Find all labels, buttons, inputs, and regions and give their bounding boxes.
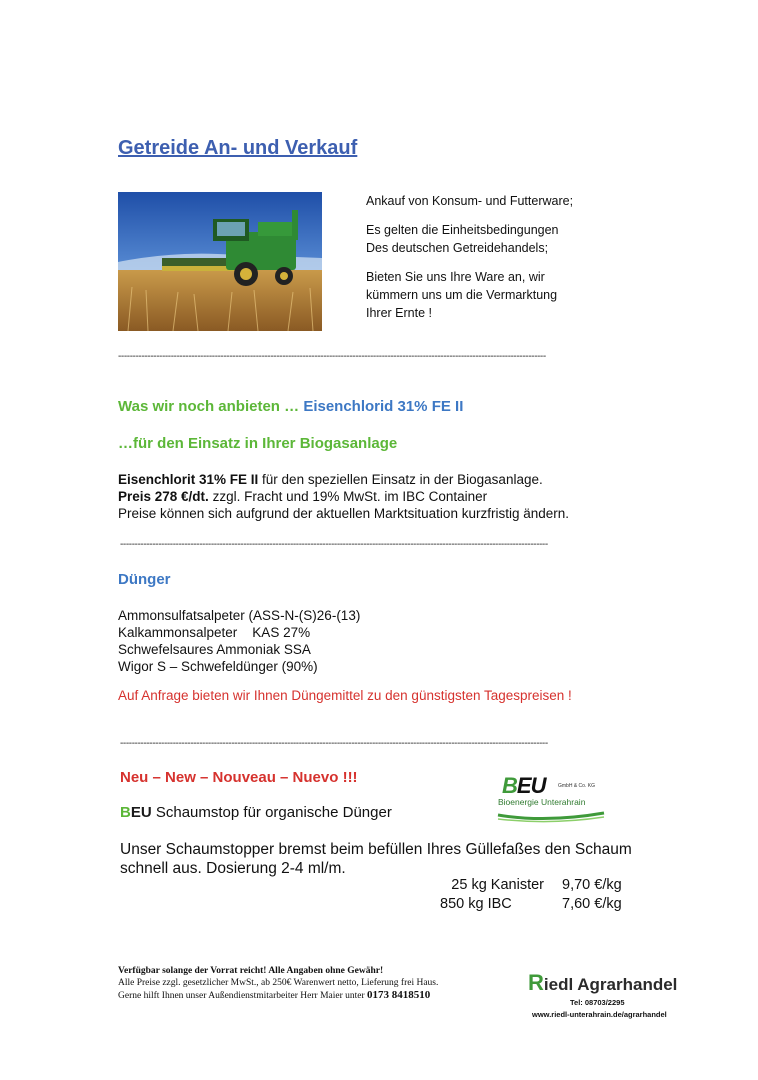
fertilizer-item: Kalkammonsalpeter KAS 27% xyxy=(118,625,311,640)
brand-b: B xyxy=(120,804,131,821)
offer-subheading: …für den Einsatz in Ihrer Biogasanlage xyxy=(118,435,398,452)
beu-logo-suffix: GmbH & Co. KG xyxy=(558,783,595,789)
footer-line: Alle Preise zzgl. gesetzlicher MwSt., ab 250€ Warenwert netto, Lieferung frei Haus. xyxy=(118,978,439,988)
price-desc: zzgl. Fracht und 19% MwSt. im IBC Container xyxy=(208,489,488,504)
offer-heading-blue: Eisenchlorid 31% FE II xyxy=(303,398,464,415)
offer-details xyxy=(118,471,569,522)
combine-harvester-photo xyxy=(118,192,322,331)
footer-text xyxy=(118,965,498,1002)
price-note: Preise können sich aufgrund der aktuellen Marktsituation kurzfristig ändern. xyxy=(118,506,569,521)
company-web: www.riedl-unterahrain.de/agrarhandel xyxy=(532,1010,667,1019)
footer-contact-text: Gerne hilft Ihnen unser Außendienstmitarbeiter Herr Maier unter xyxy=(118,991,368,1001)
company-name xyxy=(528,970,688,996)
new-product-description xyxy=(120,840,632,878)
divider: -------------------------------------------------------------------------------------------------------------------------------------------------- xyxy=(120,539,548,550)
new-product-name xyxy=(120,804,392,821)
beu-logo-tagline: Bioenergie Unterahrain xyxy=(498,797,586,807)
product-line xyxy=(118,471,569,488)
company-name-r: R xyxy=(528,970,544,995)
fertilizer-heading: Dünger xyxy=(118,571,171,588)
price-amount: 7,60 €/kg xyxy=(562,896,622,912)
price-row xyxy=(440,895,640,914)
intro-line: Bieten Sie uns Ihre Ware an, wir xyxy=(366,270,545,284)
intro-line: Es gelten die Einheitsbedingungen xyxy=(366,223,559,237)
price-row xyxy=(440,876,640,895)
intro-line: Ankauf von Konsum- und Futterware; xyxy=(366,194,574,208)
fertilizer-offer-note: Auf Anfrage bieten wir Ihnen Düngemittel zu den günstigsten Tagespreisen ! xyxy=(118,688,572,703)
footer-line: Verfügbar solange der Vorrat reicht! Alle Angaben ohne Gewähr! xyxy=(118,966,384,976)
new-product-heading: Neu – New – Nouveau – Nuevo !!! xyxy=(120,769,358,786)
footer-line xyxy=(118,989,498,1002)
beu-logo-mark: BEU xyxy=(502,773,546,798)
divider: -------------------------------------------------------------------------------------------------------------------------------------------------- xyxy=(120,738,548,749)
price-item: 850 kg IBC xyxy=(440,896,512,912)
intro-text xyxy=(366,192,573,322)
product-name: Eisenchlorit 31% FE II xyxy=(118,472,259,487)
intro-line: Des deutschen Getreidehandels; xyxy=(366,241,549,255)
company-logo xyxy=(528,970,688,1019)
product-title: Schaumstop für organische Dünger xyxy=(151,804,392,821)
divider: -------------------------------------------------------------------------------------------------------------------------------------------------- xyxy=(118,351,546,362)
fertilizer-item: Schwefelsaures Ammoniak SSA xyxy=(118,642,311,657)
fertilizer-list xyxy=(118,607,360,675)
company-tel: Tel: 08703/2295 xyxy=(570,998,625,1007)
company-name-rest: iedl Agrarhandel xyxy=(543,975,678,994)
product-desc: für den speziellen Einsatz in der Biogasanlage. xyxy=(258,472,543,487)
price-amount: 9,70 €/kg xyxy=(562,877,622,893)
beu-logo xyxy=(496,773,606,825)
price-line xyxy=(118,488,569,505)
footer-phone: 0173 8418510 xyxy=(367,989,431,1001)
fertilizer-item: Wigor S – Schwefeldünger (90%) xyxy=(118,659,318,674)
price-item: 25 kg Kanister xyxy=(451,877,544,893)
price-table xyxy=(440,876,640,914)
description-line: schnell aus. Dosierung 2-4 ml/m. xyxy=(120,860,346,877)
intro-line: Ihrer Ernte ! xyxy=(366,306,432,320)
price-value: Preis 278 €/dt. xyxy=(118,489,209,504)
offer-heading xyxy=(118,398,463,415)
intro-line: kümmern uns um die Vermarktung xyxy=(366,288,558,302)
beu-logo-swoosh-icon xyxy=(496,809,606,823)
description-line: Unser Schaumstopper bremst beim befüllen Ihres Güllefaßes den Schaum xyxy=(120,841,632,858)
fertilizer-item: Ammonsulfatsalpeter (ASS-N-(S)26-(13) xyxy=(118,608,361,623)
page-title: Getreide An- und Verkauf xyxy=(118,137,358,159)
brand-eu: EU xyxy=(130,804,152,821)
offer-heading-green: Was wir noch anbieten … xyxy=(118,398,304,415)
